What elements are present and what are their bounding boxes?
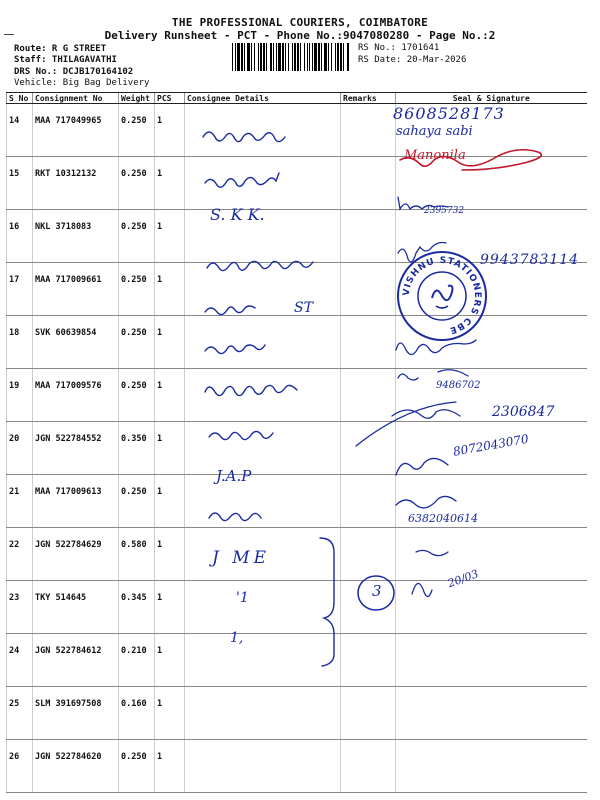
row-remarks: [341, 634, 396, 687]
barcode-bar: [288, 43, 289, 71]
row-remarks: [341, 687, 396, 740]
staff-label: Staff: THILAGAVATHI: [14, 55, 117, 65]
row-consignee: [185, 634, 341, 687]
signature-23-phone: 6382040614: [408, 512, 478, 525]
route-label: Route: R G STREET: [14, 44, 107, 54]
row-remarks: [341, 740, 396, 793]
barcode-bar: [254, 43, 255, 71]
row-consignment: SLM 391697508: [33, 687, 119, 740]
barcode-bar: [251, 43, 252, 71]
barcode-bar: [335, 43, 336, 71]
row-consignment: NKL 3718083: [33, 210, 119, 263]
row-weight: 0.250: [119, 740, 155, 793]
barcode-bar: [235, 43, 236, 71]
signature-25-number: 3: [372, 582, 382, 600]
signature-17-phone: 9943783114: [480, 252, 580, 268]
row-signature: [396, 528, 587, 581]
row-signature: [396, 634, 587, 687]
row-consignee: [185, 528, 341, 581]
row-weight: 0.250: [119, 157, 155, 210]
barcode-bar: [282, 43, 284, 71]
row-remarks: [341, 369, 396, 422]
table-row: [7, 422, 587, 475]
col-consignee: Consignee Details: [185, 93, 341, 104]
barcode-bar: [343, 43, 344, 71]
row-pcs: 1: [155, 634, 185, 687]
consignee-22-text: J.A.P: [216, 467, 252, 485]
row-pcs: 1: [155, 210, 185, 263]
stamp-seal: [396, 250, 488, 342]
signature-20-phone: 9486702: [436, 380, 481, 391]
table-row: [7, 157, 587, 210]
table-row: [7, 210, 587, 263]
col-weight: Weight: [119, 93, 155, 104]
row-pcs: 1: [155, 528, 185, 581]
barcode-bar: [307, 43, 308, 71]
row-consignment: JGN 522784629: [33, 528, 119, 581]
row-sno: 17: [7, 263, 33, 316]
barcode-bar: [328, 43, 329, 71]
rs-date: RS Date: 20-Mar-2026: [358, 55, 467, 65]
row-consignee: [185, 263, 341, 316]
runsheet-table: [6, 92, 587, 793]
row-weight: 0.250: [119, 210, 155, 263]
row-consignee: [185, 687, 341, 740]
col-consignment: Consignment No: [33, 93, 119, 104]
row-signature: [396, 740, 587, 793]
barcode-bar: [241, 43, 243, 71]
row-weight: 0.210: [119, 634, 155, 687]
barcode-bar: [347, 43, 349, 71]
table-header-row: [7, 93, 587, 104]
barcode-bar: [337, 43, 339, 71]
row-consignment: MAA 717049965: [33, 104, 119, 157]
row-pcs: 1: [155, 104, 185, 157]
row-consignee: [185, 369, 341, 422]
row-sno: 24: [7, 634, 33, 687]
row-signature: [396, 581, 587, 634]
signature-16-phone: 2395732: [424, 206, 465, 216]
barcode-bar: [309, 43, 310, 71]
barcode-bar: [285, 43, 286, 71]
row-signature: [396, 157, 587, 210]
barcode-bar: [276, 43, 277, 71]
barcode-bar: [331, 43, 332, 71]
row-remarks: [341, 157, 396, 210]
row-sno: 25: [7, 687, 33, 740]
row-remarks: [341, 475, 396, 528]
row-weight: 0.160: [119, 687, 155, 740]
consignee-16-text: S. K K.: [210, 205, 265, 224]
barcode-bar: [270, 43, 272, 71]
barcode-bar: [258, 43, 259, 71]
row-pcs: 1: [155, 687, 185, 740]
row-weight: 0.250: [119, 104, 155, 157]
table-row: [7, 316, 587, 369]
row-weight: 0.580: [119, 528, 155, 581]
runsheet-subtitle: Delivery Runsheet - PCT - Phone No.:9047080280 - Page No.:2: [104, 29, 496, 42]
signature-14-name: sahaya sabi: [396, 124, 473, 139]
table-row: [7, 104, 587, 157]
row-signature: [396, 104, 587, 157]
row-sno: 15: [7, 157, 33, 210]
row-sno: 20: [7, 422, 33, 475]
barcode-bar: [304, 43, 305, 71]
row-consignment: JGN 522784612: [33, 634, 119, 687]
row-consignment: MAA 717009613: [33, 475, 119, 528]
row-consignment: MAA 717009661: [33, 263, 119, 316]
barcode-bar: [232, 43, 233, 71]
col-remarks: Remarks: [341, 93, 396, 104]
row-pcs: 1: [155, 475, 185, 528]
barcode-bar: [292, 43, 293, 71]
row-sno: 23: [7, 581, 33, 634]
barcode-bar: [300, 43, 301, 71]
barcode-bar: [260, 43, 262, 71]
barcode-bar: [312, 43, 313, 71]
row-sno: 26: [7, 740, 33, 793]
table-row: [7, 263, 587, 316]
row-consignment: SVK 60639854: [33, 316, 119, 369]
table-row: [7, 581, 587, 634]
table-row: [7, 369, 587, 422]
row-consignee: [185, 740, 341, 793]
barcode-bar: [237, 43, 240, 71]
row-weight: 0.250: [119, 316, 155, 369]
row-consignee: [185, 210, 341, 263]
row-remarks: [341, 316, 396, 369]
row-weight: 0.250: [119, 475, 155, 528]
row-remarks: [341, 104, 396, 157]
row-weight: 0.250: [119, 369, 155, 422]
row-consignment: JGN 522784552: [33, 422, 119, 475]
row-sno: 19: [7, 369, 33, 422]
row-signature: [396, 369, 587, 422]
barcode-bar: [321, 43, 322, 71]
row-consignee: [185, 104, 341, 157]
row-consignment: RKT 10312132: [33, 157, 119, 210]
col-pcs: PCS: [155, 93, 185, 104]
row-pcs: 1: [155, 157, 185, 210]
consignee-24-text: J ME: [212, 548, 271, 568]
barcode-bar: [297, 43, 299, 71]
signature-15-name: Manonila: [404, 148, 466, 163]
row-pcs: 1: [155, 581, 185, 634]
barcode-bar: [340, 43, 342, 71]
row-sno: 16: [7, 210, 33, 263]
barcode-bar: [273, 43, 274, 71]
row-pcs: 1: [155, 369, 185, 422]
row-consignee: [185, 316, 341, 369]
table-row: [7, 687, 587, 740]
barcode-bar: [244, 43, 245, 71]
table-row: [7, 475, 587, 528]
rs-number: RS No.: 1701641: [358, 43, 440, 53]
row-remarks: [341, 263, 396, 316]
row-signature: [396, 475, 587, 528]
drs-number: DRS No.: DCJB170164102: [14, 67, 134, 77]
row-weight: 0.345: [119, 581, 155, 634]
signature-14-phone: 8608528173: [393, 104, 505, 123]
consignee-18-text: ST: [294, 300, 313, 316]
row-consignment: JGN 522784620: [33, 740, 119, 793]
barcode-bar: [324, 43, 327, 71]
col-signature: Seal & Signature: [396, 93, 587, 104]
row-consignment: MAA 717009576: [33, 369, 119, 422]
barcode: [231, 43, 352, 71]
row-remarks: [341, 210, 396, 263]
row-sno: 21: [7, 475, 33, 528]
row-remarks: [341, 422, 396, 475]
col-sno: S No: [7, 93, 33, 104]
row-weight: 0.350: [119, 422, 155, 475]
signature-21-phone: 2306847: [492, 404, 555, 420]
signature-22-phone: 8072043070: [452, 431, 530, 459]
row-sno: 18: [7, 316, 33, 369]
barcode-bar: [263, 43, 265, 71]
barcode-bar: [294, 43, 296, 71]
table-row: [7, 528, 587, 581]
barcode-bar: [318, 43, 320, 71]
row-weight: 0.250: [119, 263, 155, 316]
row-signature: [396, 422, 587, 475]
barcode-bar: [266, 43, 267, 71]
stamp-icon: [396, 250, 488, 342]
row-sno: 22: [7, 528, 33, 581]
row-consignee: [185, 475, 341, 528]
row-consignee: [185, 581, 341, 634]
signature-25-date: 20/03: [446, 567, 481, 591]
row-consignee: [185, 157, 341, 210]
vehicle-label: Vehicle: Big Bag Delivery: [14, 78, 150, 88]
stamp-text: VISHNU STATIONERS CBE: [401, 255, 483, 336]
row-remarks: [341, 528, 396, 581]
row-sno: 14: [7, 104, 33, 157]
row-consignment: TKY 514645: [33, 581, 119, 634]
row-pcs: 1: [155, 263, 185, 316]
consignee-25-text: '1: [236, 590, 249, 606]
barcode-bar: [247, 43, 250, 71]
company-title: THE PROFESSIONAL COURIERS, COIMBATORE: [171, 16, 429, 29]
table-row: [7, 740, 587, 793]
table-row: [7, 634, 587, 687]
barcode-bar: [278, 43, 281, 71]
row-pcs: 1: [155, 316, 185, 369]
row-signature: [396, 687, 587, 740]
row-remarks: [341, 581, 396, 634]
barcode-bar: [314, 43, 317, 71]
row-consignee: [185, 422, 341, 475]
row-pcs: 1: [155, 422, 185, 475]
consignee-26-text: 1,: [230, 630, 244, 646]
row-pcs: 1: [155, 740, 185, 793]
